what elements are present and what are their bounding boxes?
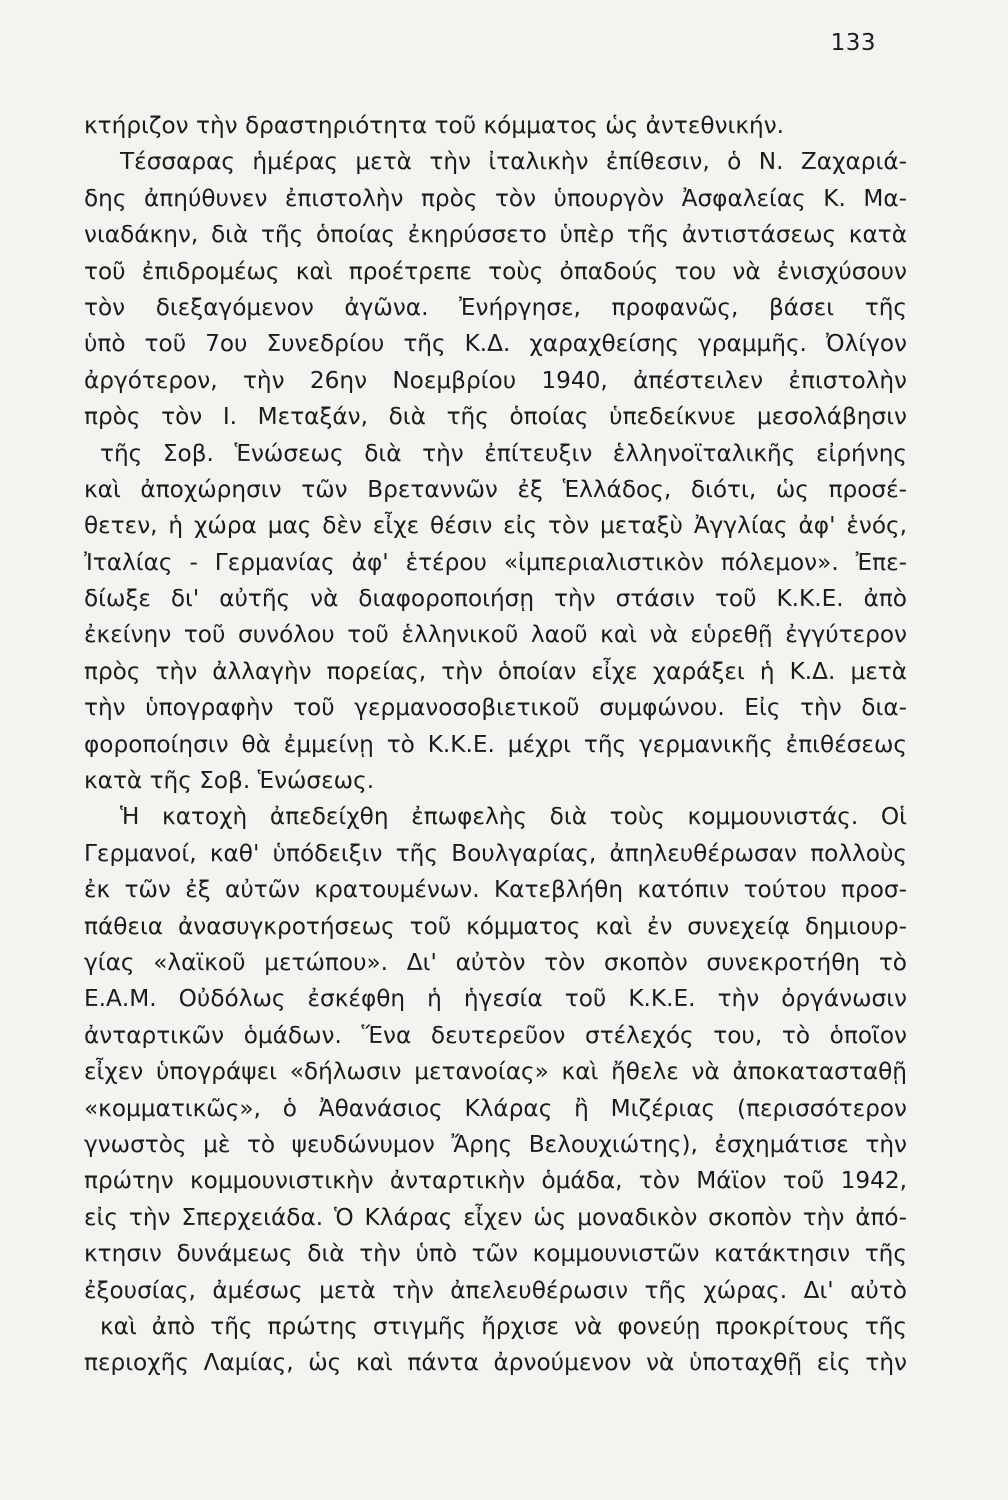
text-line: θετεν, ἡ χώρα μας δὲν εἶχε θέσιν εἰς τὸν μεταξὺ Ἀγγλίας ἀφ' ἑνός,	[84, 512, 907, 540]
text-line: καὶ ἀπὸ τῆς πρώτης στιγμῆς ἤρχισε νὰ φονεύῃ προκρίτους τῆς	[100, 1312, 907, 1340]
text-line: Ἰταλίας - Γερμανίας ἀφ' ἑτέρου «ἰμπεριαλιστικὸν πόλεμον». Ἐπε-	[84, 548, 907, 576]
text-line: καὶ ἀποχώρησιν τῶν Βρεταννῶν ἐξ Ἑλλάδος, διότι, ὡς προσέ-	[84, 475, 907, 503]
text-line: Γερμανοί, καθ' ὑπόδειξιν τῆς Βουλγαρίας, ἀπηλευθέρωσαν πολλοὺς	[84, 839, 907, 867]
text-line: τοῦ ἐπιδρομέως καὶ προέτρεπε τοὺς ὀπαδούς του νὰ ἐνισχύσουν	[84, 257, 907, 285]
text-line: γνωστὸς μὲ τὸ ψευδώνυμον Ἄρης Βελουχιώτης), ἐσχημάτισε τὴν	[84, 1130, 907, 1158]
text-line: κτησιν δυνάμεως διὰ τὴν ὑπὸ τῶν κομμουνιστῶν κατάκτησιν τῆς	[84, 1240, 907, 1268]
text-line: γίας «λαϊκοῦ μετώπου». Δι' αὐτὸν τὸν σκοπὸν συνεκροτήθη τὸ	[84, 948, 907, 976]
text-line: ὑπὸ τοῦ 7ου Συνεδρίου τῆς Κ.Δ. χαραχθείσης γραμμῆς. Ὀλίγον	[84, 330, 907, 358]
text-line: ἐκείνην τοῦ συνόλου τοῦ ἑλληνικοῦ λαοῦ καὶ νὰ εὑρεθῇ ἐγγύτερον	[84, 621, 907, 649]
text-line: εἶχεν ὑπογράψει «δήλωσιν μετανοίας» καὶ ἤθελε νὰ ἀποκατασταθῇ	[84, 1058, 907, 1086]
text-line: πρὸς τὸν Ι. Μεταξάν, διὰ τῆς ὁποίας ὑπεδείκνυε μεσολάβησιν	[84, 403, 907, 431]
text-line: φοροποίησιν θὰ ἐμμείνῃ τὸ Κ.Κ.Ε. μέχρι τῆς γερμανικῆς ἐπιθέσεως	[84, 730, 907, 758]
text-line: ἐκ τῶν ἐξ αὐτῶν κρατουμένων. Κατεβλήθη κατόπιν τούτου προσ-	[84, 876, 907, 904]
text-line: τὸν διεξαγόμενον ἀγῶνα. Ἐνήργησε, προφανῶς, βάσει τῆς	[84, 293, 907, 321]
text-line: κατὰ τῆς Σοβ. Ἑνώσεως.	[84, 767, 375, 795]
text-line: ἀνταρτικῶν ὁμάδων. Ἕνα δευτερεῦον στέλεχός του, τὸ ὁποῖον	[84, 1021, 907, 1049]
page-number: 133	[830, 30, 876, 56]
text-line: τῆς Σοβ. Ἑνώσεως διὰ τὴν ἐπίτευξιν ἑλληνοϊταλικῆς εἰρήνης	[100, 439, 907, 467]
text-line: ἐξουσίας, ἀμέσως μετὰ τὴν ἀπελευθέρωσιν τῆς χώρας. Δι' αὐτὸ	[84, 1276, 907, 1304]
text-line: δίωξε δι' αὐτῆς νὰ διαφοροποιήσῃ τὴν στάσιν τοῦ Κ.Κ.Ε. ἀπὸ	[84, 585, 907, 613]
text-line: Τέσσαρας ἡμέρας μετὰ τὴν ἰταλικὴν ἐπίθεσιν, ὁ Ν. Ζαχαριά-	[120, 148, 907, 176]
text-line: δης ἀπηύθυνεν ἐπιστολὴν πρὸς τὸν ὑπουργὸν Ἀσφαλείας Κ. Μα-	[84, 184, 907, 212]
text-line: εἰς τὴν Σπερχειάδα. Ὁ Κλάρας εἶχεν ὡς μοναδικὸν σκοπὸν τὴν ἀπό-	[84, 1203, 907, 1231]
body-text	[84, 108, 907, 1382]
text-line: πρὸς τὴν ἀλλαγὴν πορείας, τὴν ὁποίαν εἶχε χαράξει ἡ Κ.Δ. μετὰ	[84, 657, 907, 685]
text-line: περιοχῆς Λαμίας, ὡς καὶ πάντα ἀρνούμενον νὰ ὑποταχθῇ εἰς τὴν	[84, 1349, 907, 1377]
text-line: τὴν ὑπογραφὴν τοῦ γερμανοσοβιετικοῦ συμφώνου. Εἰς τὴν δια-	[84, 694, 907, 722]
text-line: Ε.Α.Μ. Οὐδόλως ἐσκέφθη ἡ ἡγεσία τοῦ Κ.Κ.Ε. τὴν ὀργάνωσιν	[84, 985, 907, 1013]
text-line: Ἡ κατοχὴ ἀπεδείχθη ἐπωφελὴς διὰ τοὺς κομμουνιστάς. Οἱ	[120, 803, 907, 831]
text-line: ἀργότερον, τὴν 26ην Νοεμβρίου 1940, ἀπέστειλεν ἐπιστολὴν	[84, 366, 907, 394]
text-line: πρώτην κομμουνιστικὴν ἀνταρτικὴν ὁμάδα, τὸν Μάϊον τοῦ 1942,	[84, 1167, 907, 1195]
text-line: πάθεια ἀνασυγκροτήσεως τοῦ κόμματος καὶ ἐν συνεχείᾳ δημιουρ-	[84, 912, 907, 940]
text-line: νιαδάκην, διὰ τῆς ὁποίας ἐκηρύσσετο ὑπὲρ τῆς ἀντιστάσεως κατὰ	[84, 221, 907, 249]
text-line: κτήριζον τὴν δραστηριότητα τοῦ κόμματος ὡς ἀντεθνικήν.	[84, 112, 785, 139]
text-line: «κομματικῶς», ὁ Ἀθανάσιος Κλάρας ἢ Μιζέριας (περισσότερον	[84, 1094, 907, 1122]
